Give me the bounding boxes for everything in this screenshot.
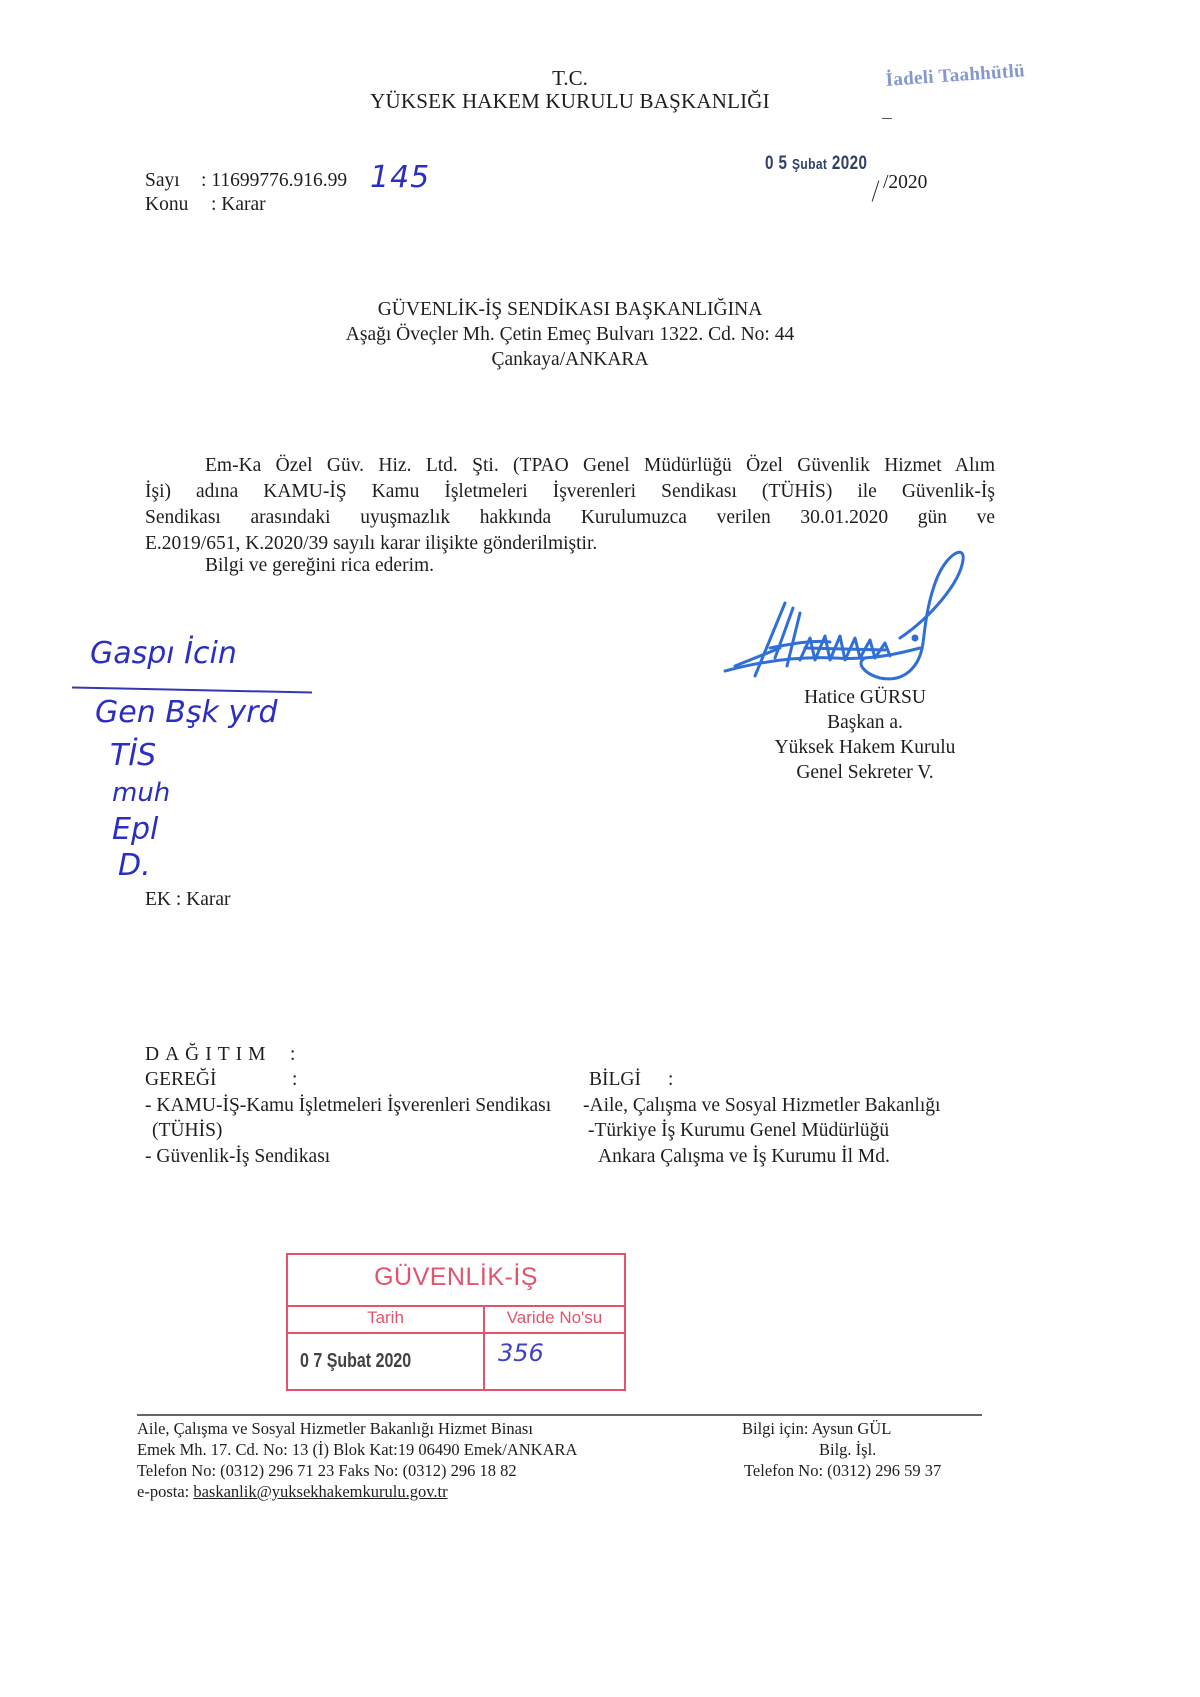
handwritten-underline [72, 686, 312, 693]
geregi-item: - KAMU-İŞ-Kamu İşletmeleri İşverenleri Sendikası [145, 1095, 552, 1116]
body-line: Em-Ka Özel Güv. Hiz. Ltd. Şti. (TPAO Genel Müdürlüğü Özel Güvenlik Hizmet Alım [205, 455, 995, 476]
handwritten-note: D. [118, 848, 151, 883]
stamp-divider [288, 1305, 624, 1307]
konu-value: : Karar [211, 194, 266, 215]
stamp-number-header: Varide No'su [506, 1308, 603, 1327]
sayi-value: : 11699776.916.99 [201, 170, 348, 191]
bilgi-item: Ankara Çalışma ve İş Kurumu İl Md. [598, 1146, 890, 1167]
sayi-handwritten-number: 145 [370, 160, 431, 195]
geregi-item: (TÜHİS) [152, 1120, 223, 1141]
footer-phone: Telefon No: (0312) 296 71 23 Faks No: (0312) 296 18 82 [137, 1461, 517, 1480]
footer-email [137, 1482, 448, 1502]
signature-stroke [805, 648, 885, 650]
header-institution: YÜKSEK HAKEM KURULU BAŞKANLIĞI [370, 89, 770, 113]
bilgi-label: BİLGİ [589, 1069, 641, 1090]
addressee-street: Aşağı Öveçler Mh. Çetin Emeç Bulvarı 1322. Cd. No: 44 [345, 324, 795, 345]
geregi-item: - Güvenlik-İş Sendikası [145, 1146, 331, 1167]
date-slash-mark [872, 180, 880, 201]
stamp-number-value: 356 [498, 1339, 544, 1367]
body-line: İşi) adına KAMU-İŞ Kamu İşletmeleri İşverenleri Sendikası (TÜHİS) ile Güvenlik-İş [145, 481, 995, 502]
signatory-name: Hatice GÜRSU [804, 687, 926, 708]
handwritten-note: TİS [110, 738, 157, 773]
signatory-title: Genel Sekreter V. [796, 762, 934, 783]
footer-address: Emek Mh. 17. Cd. No: 13 (İ) Blok Kat:19 06490 Emek/ANKARA [137, 1440, 578, 1459]
handwritten-note: Epl [112, 812, 159, 847]
addressee-city: Çankaya/ANKARA [491, 349, 649, 370]
stamp-date-header: Tarih [367, 1308, 404, 1327]
handwritten-note: muh [112, 778, 171, 808]
header-country: T.C. [552, 66, 588, 90]
letter-body [145, 453, 995, 557]
distribution-colon: : [290, 1044, 296, 1065]
footer-email-link[interactable]: baskanlik@yuksekhakemkurulu.gov.tr [193, 1482, 448, 1501]
distribution-heading: DAĞITIM [145, 1044, 272, 1065]
letter-closing: Bilgi ve gereğini rica ederim. [205, 555, 435, 576]
attachment: EK : Karar [145, 889, 231, 910]
footer-contact-name: Bilgi için: Aysun GÜL [742, 1419, 892, 1438]
footer-email-label: e-posta: [137, 1482, 190, 1501]
date-printed-year: /2020 [883, 172, 928, 193]
date-stamp-day: 0 5 [765, 153, 788, 174]
date-stamp-month: Şubat [791, 156, 828, 173]
stamp-date-value: 0 7 Şubat 2020 [300, 1350, 412, 1372]
date-stamp [765, 153, 867, 175]
signature [715, 548, 975, 693]
addressee-name: GÜVENLİK-İŞ SENDİKASI BAŞKANLIĞINA [377, 299, 763, 320]
body-line: E.2019/651, K.2020/39 sayılı karar ilişikte gönderilmiştir. [145, 533, 598, 554]
incoming-stamp-title: GÜVENLİK-İŞ [374, 1263, 538, 1291]
signature-loop [861, 552, 963, 679]
registered-mail-stamp: İadeli Taahhütlü [885, 60, 1026, 91]
footer-contact-role: Bilg. İşl. [819, 1440, 877, 1459]
footer-divider [137, 1414, 982, 1416]
bilgi-colon: : [668, 1069, 674, 1090]
footer-address: Aile, Çalışma ve Sosyal Hizmetler Bakanlığı Hizmet Binası [137, 1419, 533, 1438]
stamp-divider [288, 1332, 624, 1334]
bilgi-item: -Aile, Çalışma ve Sosyal Hizmetler Bakanlığı [583, 1095, 941, 1116]
signatory-title: Başkan a. [827, 712, 903, 733]
date-stamp-year: 2020 [831, 153, 868, 174]
stamp-mark [882, 118, 892, 119]
body-line: Sendikası arasındaki uyuşmazlık hakkında Kurulumuzca verilen 30.01.2020 gün ve [145, 507, 995, 528]
signature-stroke [735, 641, 830, 666]
geregi-colon: : [292, 1069, 298, 1090]
bilgi-item: -Türkiye İş Kurumu Genel Müdürlüğü [588, 1120, 890, 1141]
footer-contact-phone: Telefon No: (0312) 296 59 37 [744, 1461, 942, 1480]
sayi-label: Sayı [145, 170, 180, 191]
geregi-label: GEREĞİ [145, 1069, 217, 1090]
signature-stroke [755, 603, 800, 676]
handwritten-note: Gaspı İcin [90, 636, 237, 671]
konu-label: Konu [145, 194, 189, 215]
incoming-stamp [286, 1253, 626, 1391]
handwritten-note: Gen Bşk yrd [95, 695, 278, 730]
signatory-title: Yüksek Hakem Kurulu [774, 737, 956, 758]
signature-dot [913, 636, 917, 640]
